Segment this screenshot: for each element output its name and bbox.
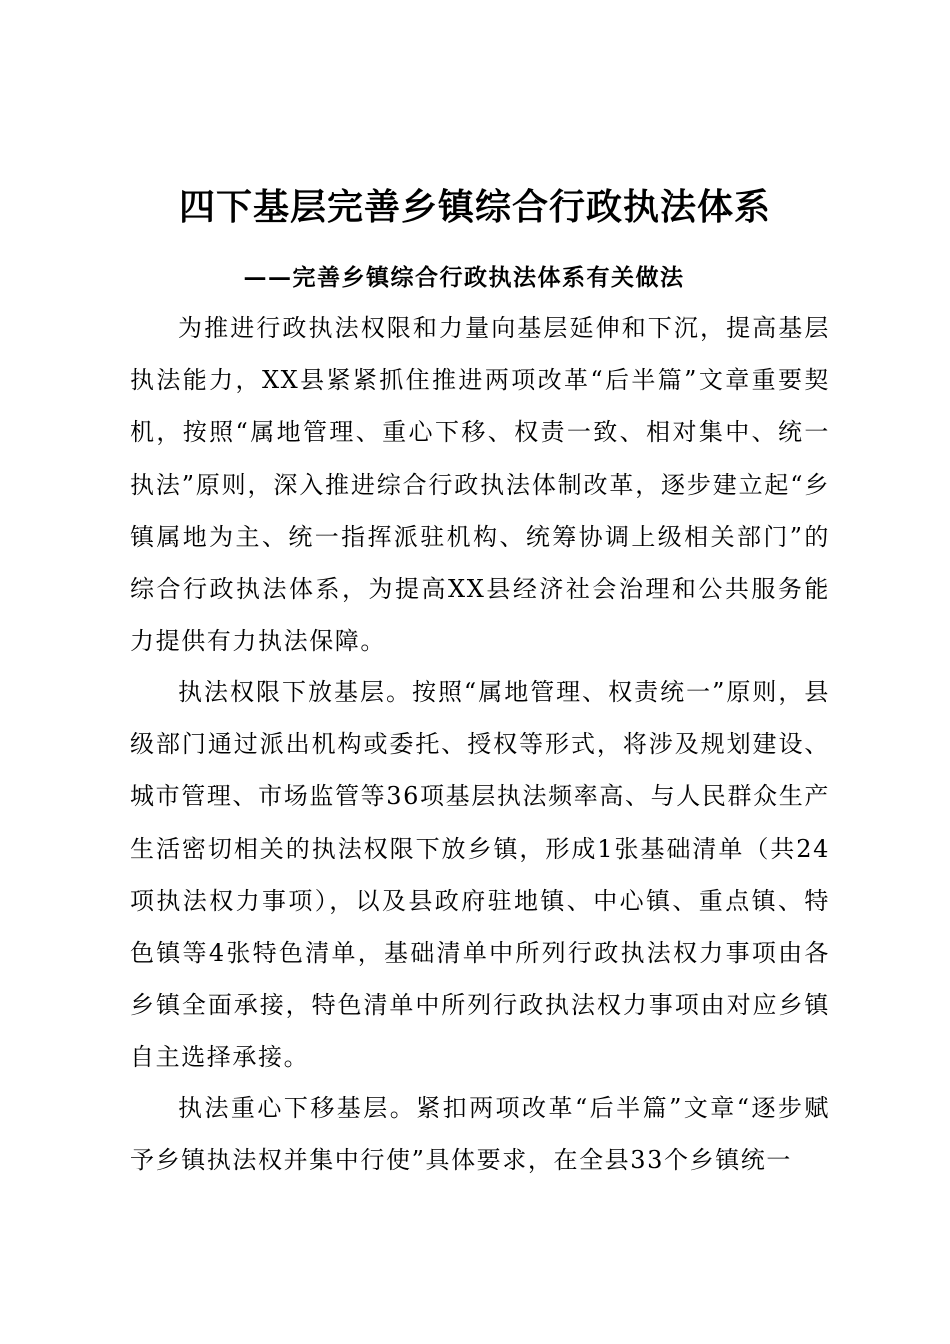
paragraph-enforcement-focus: 执法重心下移基层。紧扣两项改革“后半篇”文章“逐步赋予乡镇执法权并集中行使”具体要求，在全县33个乡镇统一 <box>130 1094 830 1175</box>
paragraph-authority-delegation: 执法权限下放基层。按照“属地管理、权责统一”原则，县级部门通过派出机构或委托、授权等形式，将涉及规划建设、城市管理、市场监管等36项基层执法频率高、与人民群众生产生活密切相关的执法权限下放乡镇，形成1张基础清单（共24项执法权力事项），以及县政府驻地镇、中心镇、重点镇、特色镇等4张特色清单，基础清单中所列行政执法权力事项由各乡镇全面承接，特色清单中所列行政执法权力事项由对应乡镇自主选择承接。 <box>130 678 830 1072</box>
document-subtitle: ——完善乡镇综合行政执法体系有关做法 <box>243 264 685 291</box>
paragraph-intro: 为推进行政执法权限和力量向基层延伸和下沉，提高基层执法能力，XX县紧紧抓住推进两项改革“后半篇”文章重要契机，按照“属地管理、重心下移、权责一致、相对集中、统一执法”原则，深入推进综合行政执法体制改革，逐步建立起“乡镇属地为主、统一指挥派驻机构、统筹协调上级相关部门”的综合行政执法体系，为提高XX县经济社会治理和公共服务能力提供有力执法保障。 <box>130 314 830 656</box>
document-title: 四下基层完善乡镇综合行政执法体系 <box>178 187 771 228</box>
